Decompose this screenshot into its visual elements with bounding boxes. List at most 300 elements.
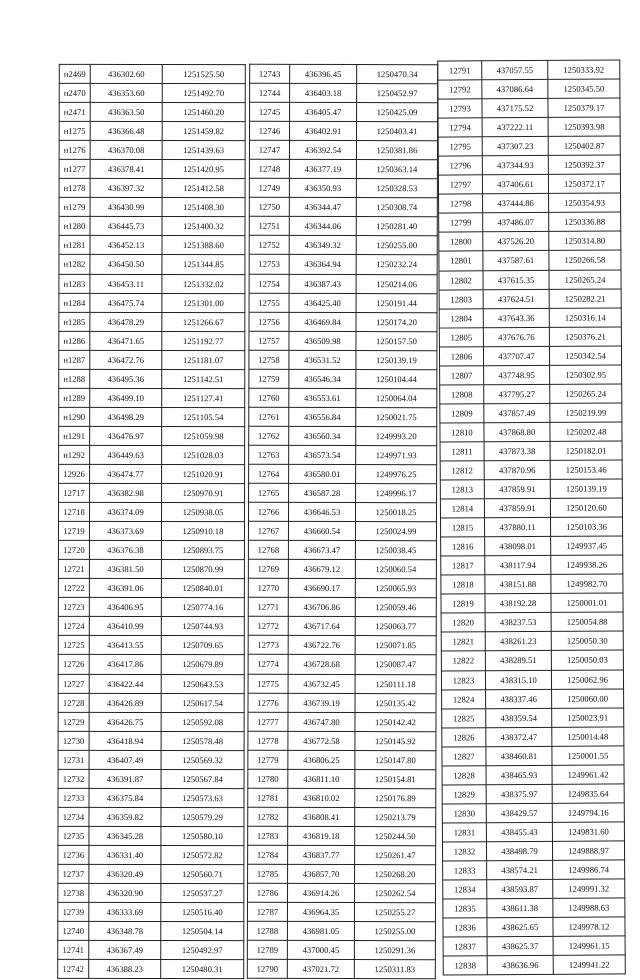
table-row <box>59 236 245 255</box>
point-number-cell: н1288 <box>59 369 90 388</box>
x-coordinate-cell: 436474.77 <box>90 464 162 483</box>
x-coordinate-cell: 438315.10 <box>485 670 551 689</box>
x-coordinate-cell: 436453.11 <box>90 274 162 293</box>
y-coordinate-cell: 1251388.60 <box>162 236 245 255</box>
point-number-cell: 12726 <box>58 655 89 674</box>
table-row <box>248 674 436 694</box>
x-coordinate-cell: 438593.87 <box>487 879 553 898</box>
table-row <box>438 98 620 118</box>
y-coordinate-cell: 1250268.20 <box>355 865 436 884</box>
table-row <box>440 403 622 423</box>
table-row <box>441 517 623 537</box>
table-row <box>58 674 244 693</box>
y-coordinate-cell: 1250214.06 <box>356 274 437 293</box>
table-row <box>441 555 623 575</box>
point-number-cell: н1282 <box>59 255 90 274</box>
point-number-cell: 12814 <box>440 499 484 518</box>
point-number-cell: 12718 <box>59 502 90 521</box>
x-coordinate-cell: 436302.60 <box>90 64 162 83</box>
table-row <box>249 369 437 389</box>
point-number-cell: 12740 <box>58 921 89 940</box>
table-row <box>58 598 244 617</box>
x-coordinate-cell: 436509.98 <box>289 331 356 350</box>
x-coordinate-cell: 437859.91 <box>484 479 550 498</box>
x-coordinate-cell: 436553.61 <box>289 388 356 407</box>
x-coordinate-cell: 436391.06 <box>89 579 161 598</box>
y-coordinate-cell: 1250504.14 <box>161 922 244 941</box>
x-coordinate-cell: 436425.40 <box>289 293 356 312</box>
y-coordinate-cell: 1250592.08 <box>161 712 244 731</box>
table-row <box>58 921 244 940</box>
table-row <box>440 498 622 518</box>
table-row <box>59 121 245 140</box>
point-number-cell: 12732 <box>58 769 89 788</box>
y-coordinate-cell: 1250470.34 <box>357 65 438 84</box>
y-coordinate-cell: 1250213.79 <box>355 807 436 826</box>
x-coordinate-cell: 437880.11 <box>485 518 551 537</box>
x-coordinate-cell: 436660.54 <box>288 521 355 540</box>
point-number-cell: 12750 <box>249 198 289 217</box>
y-coordinate-cell: 1250379.17 <box>548 98 620 117</box>
y-coordinate-cell: 1251059.98 <box>162 426 245 445</box>
table-row <box>248 655 436 675</box>
point-number-cell: 12735 <box>58 826 89 845</box>
y-coordinate-cell: 1250354.93 <box>549 193 621 212</box>
table-row <box>248 579 436 599</box>
table-row <box>247 940 435 960</box>
x-coordinate-cell: 436349.32 <box>289 236 356 255</box>
x-coordinate-cell: 436478.29 <box>90 312 162 331</box>
y-coordinate-cell: 1251105.54 <box>162 407 245 426</box>
point-number-cell: 12778 <box>248 731 288 750</box>
x-coordinate-cell: 436417.86 <box>89 655 161 674</box>
point-number-cell: 12788 <box>247 921 287 940</box>
y-coordinate-cell: 1250182.01 <box>550 441 622 460</box>
y-coordinate-cell: 1251439.63 <box>162 141 245 160</box>
x-coordinate-cell: 436560.34 <box>289 426 356 445</box>
x-coordinate-cell: 436410.99 <box>89 617 161 636</box>
y-coordinate-cell: 1250328.53 <box>356 179 437 198</box>
y-coordinate-cell: 1250018.25 <box>355 503 436 522</box>
table-row <box>441 631 623 651</box>
point-number-cell: 12831 <box>442 823 486 842</box>
point-number-cell: 12737 <box>58 864 89 883</box>
table-row <box>440 479 622 499</box>
x-coordinate-cell: 437873.38 <box>484 441 550 460</box>
table-row <box>249 274 437 294</box>
y-coordinate-cell: 1250145.92 <box>355 731 436 750</box>
point-number-cell: 12826 <box>442 727 486 746</box>
y-coordinate-cell: 1250014.48 <box>552 727 624 746</box>
x-coordinate-cell: 436387.43 <box>289 274 356 293</box>
table-row <box>59 274 245 293</box>
table-row <box>439 231 621 251</box>
point-number-cell: 12811 <box>440 442 484 461</box>
x-coordinate-cell: 437175.52 <box>482 98 548 117</box>
y-coordinate-cell: 1250202.48 <box>550 422 622 441</box>
table-row <box>249 407 437 427</box>
x-coordinate-cell: 436739.19 <box>288 693 355 712</box>
table-row <box>440 384 622 404</box>
table-row <box>443 955 625 975</box>
table-row <box>440 441 622 461</box>
table-row <box>440 460 622 480</box>
table-row <box>248 845 436 865</box>
x-coordinate-cell: 438372.47 <box>486 727 552 746</box>
point-number-cell: 12748 <box>249 159 289 178</box>
point-number-cell: 12733 <box>58 788 89 807</box>
point-number-cell: 12792 <box>438 80 482 99</box>
table-row <box>58 864 244 883</box>
y-coordinate-cell: 1250038.45 <box>355 541 436 560</box>
table-row <box>248 540 436 560</box>
table-row <box>249 198 437 218</box>
table-row <box>249 217 437 237</box>
y-coordinate-cell: 1250265.24 <box>550 384 622 403</box>
x-coordinate-cell: 437486.07 <box>483 213 549 232</box>
point-number-cell: 12838 <box>443 956 487 975</box>
y-coordinate-cell: 1250142.42 <box>355 712 436 731</box>
y-coordinate-cell: 1249941.22 <box>553 955 625 974</box>
point-number-cell: н2471 <box>59 102 90 121</box>
y-coordinate-cell: 1250065.93 <box>355 579 436 598</box>
y-coordinate-cell: 1250059.46 <box>355 598 436 617</box>
point-number-cell: 12802 <box>439 270 483 289</box>
point-number-cell: 12765 <box>249 483 289 502</box>
point-number-cell: 12779 <box>248 750 288 769</box>
point-number-cell: н1277 <box>59 160 90 179</box>
point-number-cell: 12734 <box>58 807 89 826</box>
point-number-cell: 12784 <box>248 845 288 864</box>
y-coordinate-cell: 1251332.02 <box>162 274 245 293</box>
x-coordinate-cell: 436370.08 <box>90 141 162 160</box>
table-row <box>59 198 245 217</box>
table-row <box>247 959 435 979</box>
table-row <box>249 140 437 160</box>
x-coordinate-cell: 436418.94 <box>89 731 161 750</box>
y-coordinate-cell: 1250381.86 <box>356 141 437 160</box>
y-coordinate-cell: 1250372.17 <box>548 174 620 193</box>
y-coordinate-cell: 1250893.75 <box>161 541 244 560</box>
y-coordinate-cell: 1250316.14 <box>549 308 621 327</box>
x-coordinate-cell: 436331.40 <box>89 845 161 864</box>
table-row <box>249 293 437 313</box>
point-number-cell: 12804 <box>439 308 483 327</box>
x-coordinate-cell: 438460.81 <box>486 746 552 765</box>
y-coordinate-cell: 1251400.32 <box>162 217 245 236</box>
point-number-cell: 12763 <box>249 445 289 464</box>
point-number-cell: 12749 <box>249 179 289 198</box>
table-row <box>248 788 436 808</box>
point-number-cell: 12813 <box>440 480 484 499</box>
table-row <box>59 483 245 502</box>
point-number-cell: 12791 <box>438 61 482 80</box>
table-row <box>442 727 624 747</box>
table-row <box>443 936 625 956</box>
x-coordinate-cell: 436476.97 <box>90 426 162 445</box>
x-coordinate-cell: 436413.55 <box>89 636 161 655</box>
y-coordinate-cell: 1251460.20 <box>162 103 245 122</box>
x-coordinate-cell: 436646.53 <box>289 502 356 521</box>
point-number-cell: 12775 <box>248 674 288 693</box>
y-coordinate-cell: 1250311.83 <box>354 960 435 979</box>
y-coordinate-cell: 1250480.31 <box>161 960 244 979</box>
y-coordinate-cell: 1250560.71 <box>161 864 244 883</box>
table-row <box>249 331 437 351</box>
x-coordinate-cell: 437676.76 <box>483 327 549 346</box>
table-row <box>440 422 622 442</box>
y-coordinate-cell: 1250147.80 <box>355 750 436 769</box>
point-number-cell: 12836 <box>443 918 487 937</box>
y-coordinate-cell: 1250573.63 <box>161 788 244 807</box>
y-coordinate-cell: 1250023.91 <box>552 708 624 727</box>
point-number-cell: 12822 <box>441 651 485 670</box>
x-coordinate-cell: 438337.46 <box>486 689 552 708</box>
table-row <box>439 289 621 309</box>
table-row <box>248 807 436 827</box>
y-coordinate-cell: 1250120.60 <box>550 498 622 517</box>
x-coordinate-cell: 437795.27 <box>484 384 550 403</box>
point-number-cell: 12837 <box>443 937 487 956</box>
y-coordinate-cell: 1250232.24 <box>356 255 437 274</box>
x-coordinate-cell: 436363.50 <box>90 102 162 121</box>
table-row <box>442 803 624 823</box>
point-number-cell: 12723 <box>58 598 89 617</box>
point-number-cell: 12816 <box>441 537 485 556</box>
point-number-cell: 12719 <box>58 521 89 540</box>
table-row <box>248 559 436 579</box>
table-row <box>59 83 245 102</box>
table-row <box>58 617 244 636</box>
x-coordinate-cell: 436706.86 <box>288 598 355 617</box>
y-coordinate-cell: 1250050.03 <box>551 650 623 669</box>
point-number-cell: 12747 <box>249 140 289 159</box>
y-coordinate-cell: 1249937.45 <box>551 536 623 555</box>
x-coordinate-cell: 436556.84 <box>289 407 356 426</box>
point-number-cell: н1289 <box>59 388 90 407</box>
table-row <box>58 769 244 788</box>
y-coordinate-cell: 1250244.50 <box>355 826 436 845</box>
y-coordinate-cell: 1250176.89 <box>355 788 436 807</box>
table-row <box>58 902 244 921</box>
table-row <box>439 269 621 289</box>
point-number-cell: 12742 <box>58 960 89 979</box>
point-number-cell: 12739 <box>58 902 89 921</box>
x-coordinate-cell: 436580.01 <box>289 464 356 483</box>
point-number-cell: 12827 <box>442 746 486 765</box>
y-coordinate-cell: 1250342.54 <box>549 346 621 365</box>
y-coordinate-cell: 1250103.36 <box>550 517 622 536</box>
point-number-cell: н1275 <box>59 121 90 140</box>
y-coordinate-cell: 1249976.25 <box>356 465 437 484</box>
x-coordinate-cell: 436450.50 <box>90 255 162 274</box>
table-body <box>58 64 246 979</box>
table-row <box>248 769 436 789</box>
y-coordinate-cell: 1250139.19 <box>356 350 437 369</box>
table-row <box>58 560 244 579</box>
table-body <box>438 60 626 975</box>
y-coordinate-cell: 1250104.44 <box>356 369 437 388</box>
y-coordinate-cell: 1250302.95 <box>550 365 622 384</box>
table-row <box>442 822 624 842</box>
point-number-cell: н1290 <box>59 407 90 426</box>
table-row <box>442 765 624 785</box>
point-number-cell: 12738 <box>58 883 89 902</box>
table-row <box>441 574 623 594</box>
y-coordinate-cell: 1250265.24 <box>549 269 621 288</box>
y-coordinate-cell: 1250266.58 <box>549 250 621 269</box>
x-coordinate-cell: 436452.13 <box>90 236 162 255</box>
point-number-cell: 12728 <box>58 693 89 712</box>
table-row <box>58 636 244 655</box>
table-row <box>58 731 244 750</box>
point-number-cell: 12833 <box>443 861 487 880</box>
point-number-cell: 12768 <box>248 540 288 559</box>
table-row <box>249 121 437 141</box>
point-number-cell: 12799 <box>439 213 483 232</box>
point-number-cell: н1279 <box>59 198 90 217</box>
table-row <box>439 212 621 232</box>
y-coordinate-cell: 1251408.30 <box>162 198 245 217</box>
x-coordinate-cell: 436810.02 <box>288 788 355 807</box>
point-number-cell: н1283 <box>59 274 90 293</box>
y-coordinate-cell: 1251492.70 <box>162 84 245 103</box>
y-coordinate-cell: 1249888.97 <box>552 841 624 860</box>
x-coordinate-cell: 436499.10 <box>90 388 162 407</box>
table-row <box>249 312 437 332</box>
y-coordinate-cell: 1250744.93 <box>161 617 244 636</box>
x-coordinate-cell: 436375.84 <box>89 788 161 807</box>
point-number-cell: 12774 <box>248 655 288 674</box>
x-coordinate-cell: 437643.36 <box>483 308 549 327</box>
table-row <box>59 293 245 312</box>
table-row <box>442 746 624 766</box>
table-row <box>439 327 621 347</box>
x-coordinate-cell: 438192.28 <box>485 594 551 613</box>
table-row <box>248 712 436 732</box>
y-coordinate-cell: 1250071.85 <box>355 636 436 655</box>
point-number-cell: н1286 <box>59 331 90 350</box>
y-coordinate-cell: 1250001.01 <box>551 593 623 612</box>
x-coordinate-cell: 436406.95 <box>89 598 161 617</box>
y-coordinate-cell: 1251142.51 <box>162 369 245 388</box>
point-number-cell: 12754 <box>249 274 289 293</box>
x-coordinate-cell: 436344.47 <box>289 198 356 217</box>
point-number-cell: н1292 <box>59 445 90 464</box>
x-coordinate-cell: 437707.47 <box>483 346 549 365</box>
point-number-cell: 12834 <box>443 880 487 899</box>
point-number-cell: 12766 <box>249 502 289 521</box>
table-row <box>58 807 244 826</box>
point-number-cell: 12722 <box>58 579 89 598</box>
point-number-cell: 12777 <box>248 712 288 731</box>
y-coordinate-cell: 1251344.85 <box>162 255 245 274</box>
y-coordinate-cell: 1250938.05 <box>161 503 244 522</box>
y-coordinate-cell: 1250157.50 <box>356 331 437 350</box>
y-coordinate-cell: 1251412.58 <box>162 179 245 198</box>
table-row <box>249 255 437 275</box>
table-row <box>439 193 621 213</box>
x-coordinate-cell: 438611.38 <box>487 898 553 917</box>
table-row <box>247 921 435 941</box>
x-coordinate-cell: 436573.54 <box>289 445 356 464</box>
x-coordinate-cell: 436391.87 <box>89 769 161 788</box>
coordinates-table-3 <box>437 59 626 975</box>
table-row <box>248 750 436 770</box>
x-coordinate-cell: 437748.95 <box>484 365 550 384</box>
point-number-cell: н1281 <box>59 236 90 255</box>
point-number-cell: н2470 <box>59 83 90 102</box>
table-body <box>247 64 437 979</box>
y-coordinate-cell: 1250336.88 <box>549 212 621 231</box>
x-coordinate-cell: 436772.58 <box>288 731 355 750</box>
x-coordinate-cell: 436377.19 <box>289 160 356 179</box>
y-coordinate-cell: 1250452.97 <box>357 84 438 103</box>
y-coordinate-cell: 1251420.95 <box>162 160 245 179</box>
point-number-cell: 12795 <box>438 137 482 156</box>
point-number-cell: 12741 <box>58 940 89 959</box>
table-row <box>59 407 245 426</box>
x-coordinate-cell: 438625.65 <box>487 917 553 936</box>
x-coordinate-cell: 436914.26 <box>288 883 355 902</box>
point-number-cell: 12790 <box>247 959 287 978</box>
point-number-cell: 12810 <box>440 423 484 442</box>
x-coordinate-cell: 436472.76 <box>90 350 162 369</box>
x-coordinate-cell: 437222.11 <box>482 118 548 137</box>
x-coordinate-cell: 436837.77 <box>288 845 355 864</box>
table-row <box>58 541 244 560</box>
point-number-cell: н1285 <box>59 312 90 331</box>
point-number-cell: 12793 <box>438 99 482 118</box>
table-row <box>249 236 437 256</box>
y-coordinate-cell: 1249971.93 <box>356 445 437 464</box>
x-coordinate-cell: 436728.68 <box>288 655 355 674</box>
y-coordinate-cell: 1250870.99 <box>161 560 244 579</box>
point-number-cell: н1280 <box>59 217 90 236</box>
x-coordinate-cell: 436426.89 <box>89 693 161 712</box>
table-row <box>59 464 245 483</box>
point-number-cell: 12794 <box>438 118 482 137</box>
y-coordinate-cell: 1250174.20 <box>356 312 437 331</box>
x-coordinate-cell: 437000.45 <box>287 941 354 960</box>
table-row <box>438 174 620 194</box>
x-coordinate-cell: 438455.43 <box>486 822 552 841</box>
y-coordinate-cell: 1250679.89 <box>161 655 244 674</box>
point-number-cell: 12783 <box>248 826 288 845</box>
table-row <box>59 179 245 198</box>
point-number-cell: 12761 <box>249 407 289 426</box>
table-row <box>439 346 621 366</box>
point-number-cell: 12746 <box>249 121 289 140</box>
table-row <box>58 750 244 769</box>
point-number-cell: н1278 <box>59 179 90 198</box>
table-row <box>58 712 244 731</box>
x-coordinate-cell: 436405.47 <box>290 102 357 121</box>
x-coordinate-cell: 436367.49 <box>89 941 161 960</box>
point-number-cell: н1284 <box>59 293 90 312</box>
x-coordinate-cell: 438574.21 <box>487 860 553 879</box>
y-coordinate-cell: 1250567.84 <box>161 769 244 788</box>
y-coordinate-cell: 1250643.53 <box>161 674 244 693</box>
x-coordinate-cell: 436819.18 <box>288 826 355 845</box>
x-coordinate-cell: 436498.29 <box>90 407 162 426</box>
point-number-cell: 12753 <box>249 255 289 274</box>
point-number-cell: 12751 <box>249 217 289 236</box>
x-coordinate-cell: 436348.78 <box>89 922 161 941</box>
y-coordinate-cell: 1250281.40 <box>356 217 437 236</box>
y-coordinate-cell: 1251459.82 <box>162 122 245 141</box>
point-number-cell: 12717 <box>59 483 90 502</box>
